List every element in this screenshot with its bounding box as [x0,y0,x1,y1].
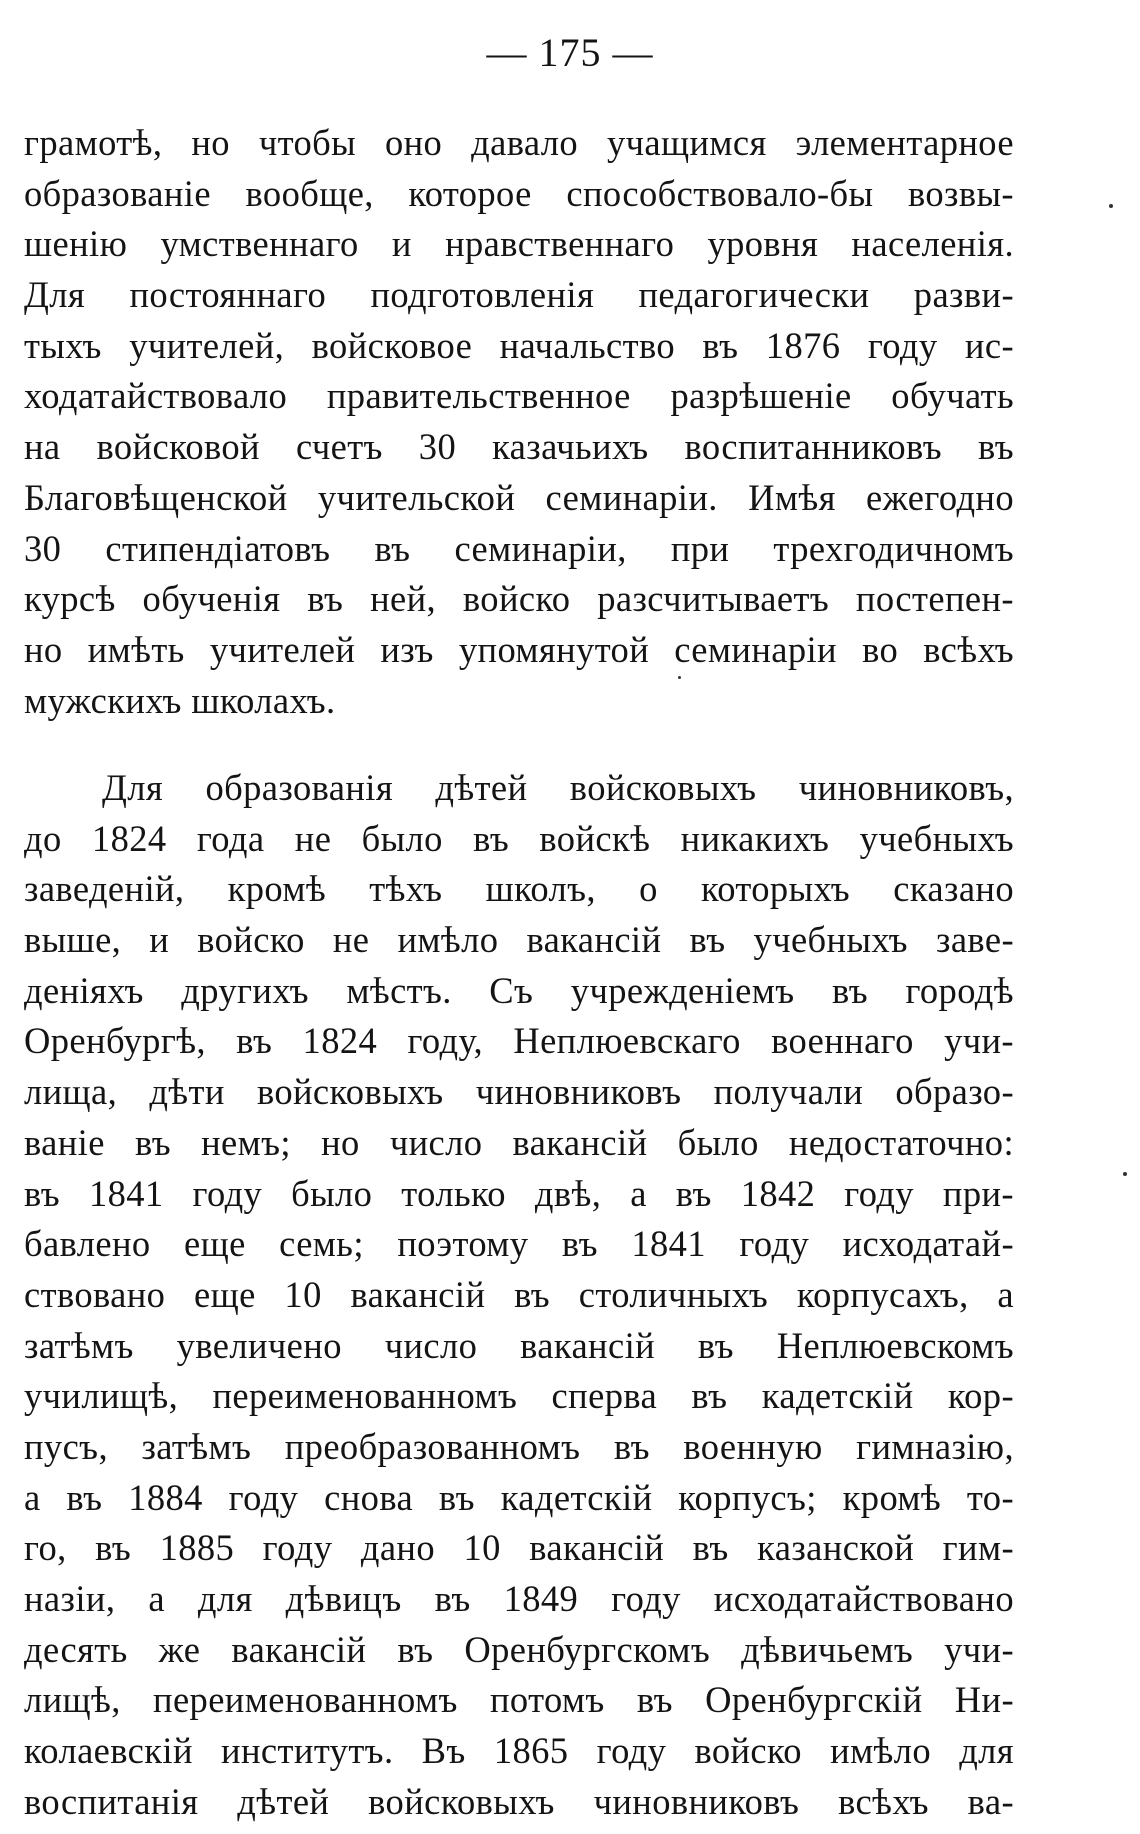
scan-speck [1109,204,1113,208]
text-line: а въ 1884 году снова въ кадетскій корпусъ; кромѣ то- [24,1476,1014,1518]
page-number: — 175 — [486,30,654,75]
text-line: грамотѣ, но чтобы оно давало учащимся элементарное [24,122,1014,163]
text-line: деніяхъ другихъ мѣстъ. Съ учрежденіемъ въ городѣ [24,969,1014,1011]
text-line: ствовано еще 10 вакансій въ столичныхъ корпусахъ, а [24,1273,1014,1315]
text-line: мужскихъ школахъ. [24,679,336,721]
text-line: Оренбургѣ, въ 1824 году, Неплюевскаго военнаго учи- [24,1020,1014,1062]
text-line: лищѣ, переименованномъ потомъ въ Оренбургскій Ни- [24,1679,1014,1721]
text-line: го, въ 1885 году дано 10 вакансій въ казанской гим- [24,1527,1014,1569]
text-line: заведеній, кромѣ тѣхъ школъ, о которыхъ сказано [24,868,1014,910]
text-line: въ 1841 году было только двѣ, а въ 1842 году при- [24,1172,1014,1214]
text-line: тыхъ учителей, войсковое начальство въ 1876 году ис- [24,324,1014,366]
text-line: курсѣ обученія въ ней, войско разсчитываетъ постепен- [24,578,1014,620]
text-line: Благовѣщенской учительской семинаріи. Имѣя ежегодно [24,476,1014,518]
text-line: шенію умственнаго и нравственнаго уровня населенія. [24,223,1014,265]
text-line: затѣмъ увеличено число вакансій въ Неплюевскомъ [24,1324,1014,1366]
text-line: 30 стипендіатовъ въ семинаріи, при трехгодичномъ [24,527,1014,569]
text-line: Для постояннаго подготовленія педагогически разви- [24,274,1014,316]
scan-speck [678,676,681,679]
paragraph-1 [24,118,1014,726]
text-line: воспитанія дѣтей войсковыхъ чиновниковъ всѣхъ ва- [24,1780,1014,1822]
text-line: лища, дѣти войсковыхъ чиновниковъ получали образо- [24,1071,1014,1113]
text-line: ваніе въ немъ; но число вакансій было недостаточно: [24,1121,1014,1163]
text-line: но имѣть учителей изъ упомянутой семинаріи во всѣхъ [24,628,1014,670]
text-line: ходатайствовало правительственное разрѣшеніе обучать [24,375,1014,417]
text-line: образованіе вообще, которое способствовало-бы возвы- [24,172,1014,214]
text-line: колаевскій институтъ. Въ 1865 году войско имѣло для [24,1730,1014,1772]
scan-speck [1123,1172,1127,1176]
text-line: десять же вакансій въ Оренбургскомъ дѣвичьемъ учи- [24,1628,1014,1670]
text-line: на войсковой счетъ 30 казачьихъ воспитанниковъ въ [24,426,1014,468]
text-line: до 1824 года не было въ войскѣ никакихъ учебныхъ [24,817,1014,859]
paragraph-2 [24,763,1014,1827]
text-line: пусъ, затѣмъ преобразованномъ въ военную гимназію, [24,1425,1014,1467]
text-line: училищѣ, переименованномъ сперва въ кадетскій кор- [24,1375,1014,1417]
text-line: Для образованія дѣтей войсковыхъ чиновниковъ, [102,767,1014,808]
text-line: выше, и войско не имѣло вакансій въ учебныхъ заве- [24,919,1014,961]
text-line: назіи, а для дѣвицъ въ 1849 году исходатайствовано [24,1578,1014,1619]
text-line: бавлено еще семь; поэтому въ 1841 году исходатай- [24,1223,1014,1265]
